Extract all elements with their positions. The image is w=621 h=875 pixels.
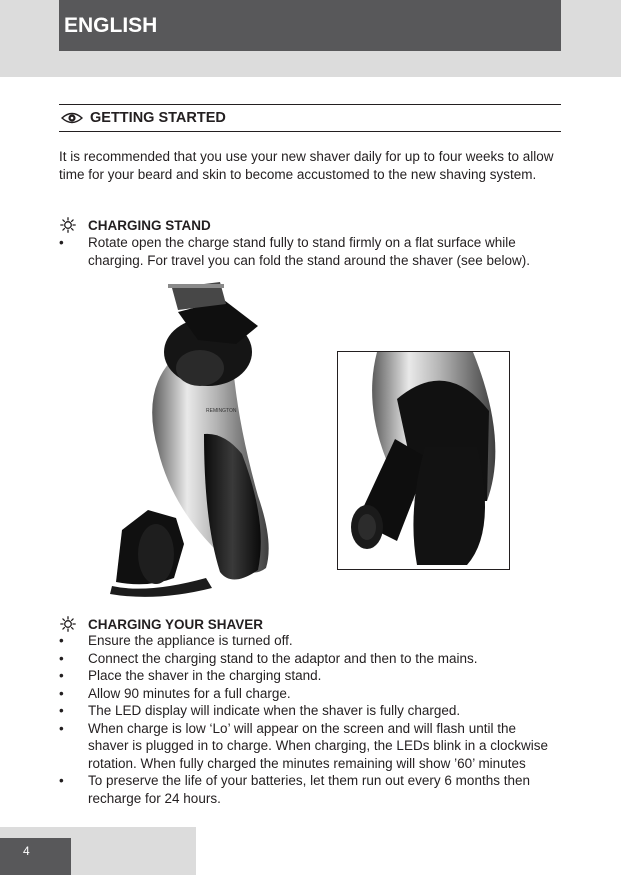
eye-icon <box>61 111 83 125</box>
list-item-text: Place the shaver in the charging stand. <box>88 668 322 683</box>
bullet-mark: • <box>59 650 64 666</box>
list-item <box>59 685 559 703</box>
charging-shaver-heading <box>59 616 263 632</box>
page-number: 4 <box>0 838 71 875</box>
bullet-mark: • <box>59 685 64 701</box>
list-item <box>59 720 559 773</box>
charging-stand-title: CHARGING STAND <box>88 217 211 233</box>
brand-mark: REMINGTON <box>206 408 237 414</box>
folded-stand-detail-photo <box>337 351 510 570</box>
list-item <box>59 702 559 720</box>
list-item-text: The LED display will indicate when the shaver is fully charged. <box>88 703 461 718</box>
intro-paragraph: It is recommended that you use your new shaver daily for up to four weeks to allow time for your beard and skin to become accustomed to the new shaving system. <box>59 149 554 182</box>
list-item <box>59 632 559 650</box>
list-item-text: Ensure the appliance is turned off. <box>88 633 293 648</box>
list-item-text: Allow 90 minutes for a full charge. <box>88 685 291 701</box>
list-item-text: When charge is low ‘Lo’ will appear on the screen and will flash until the shaver is plugged in to charge. When charging, the LEDs blink in a clockwise rotation. When fully charged the minutes remaining will show ’60’ minutes <box>88 720 548 771</box>
bullet-mark: • <box>59 773 64 788</box>
section-title: GETTING STARTED <box>90 110 226 126</box>
list-item <box>59 650 559 668</box>
list-item <box>59 667 559 685</box>
bullet-mark: • <box>59 633 64 648</box>
charging-stand-list <box>59 234 559 269</box>
bullet-mark: • <box>59 703 64 718</box>
list-item <box>59 772 559 807</box>
charging-shaver-list <box>59 632 559 807</box>
sun-icon <box>60 217 76 233</box>
charging-shaver-title: CHARGING YOUR SHAVER <box>88 616 264 632</box>
bullet-mark: • <box>59 720 64 736</box>
list-item-text: Connect the charging stand to the adaptor and then to the mains. <box>88 650 478 666</box>
section-heading <box>59 104 561 132</box>
language-tab: ENGLISH <box>59 0 561 51</box>
bullet-mark: • <box>59 668 64 683</box>
sun-icon <box>60 616 76 632</box>
charging-stand-heading <box>59 217 211 233</box>
list-item <box>59 234 559 269</box>
shaver-on-stand-photo <box>108 282 278 604</box>
list-item-text: Rotate open the charge stand fully to stand firmly on a flat surface while charging. For travel you can fold the stand around the shaver (see below). <box>88 235 530 268</box>
bullet-mark: • <box>59 235 64 250</box>
list-item-text: To preserve the life of your batteries, let them run out every 6 months then recharge for 24 hours. <box>88 773 530 806</box>
